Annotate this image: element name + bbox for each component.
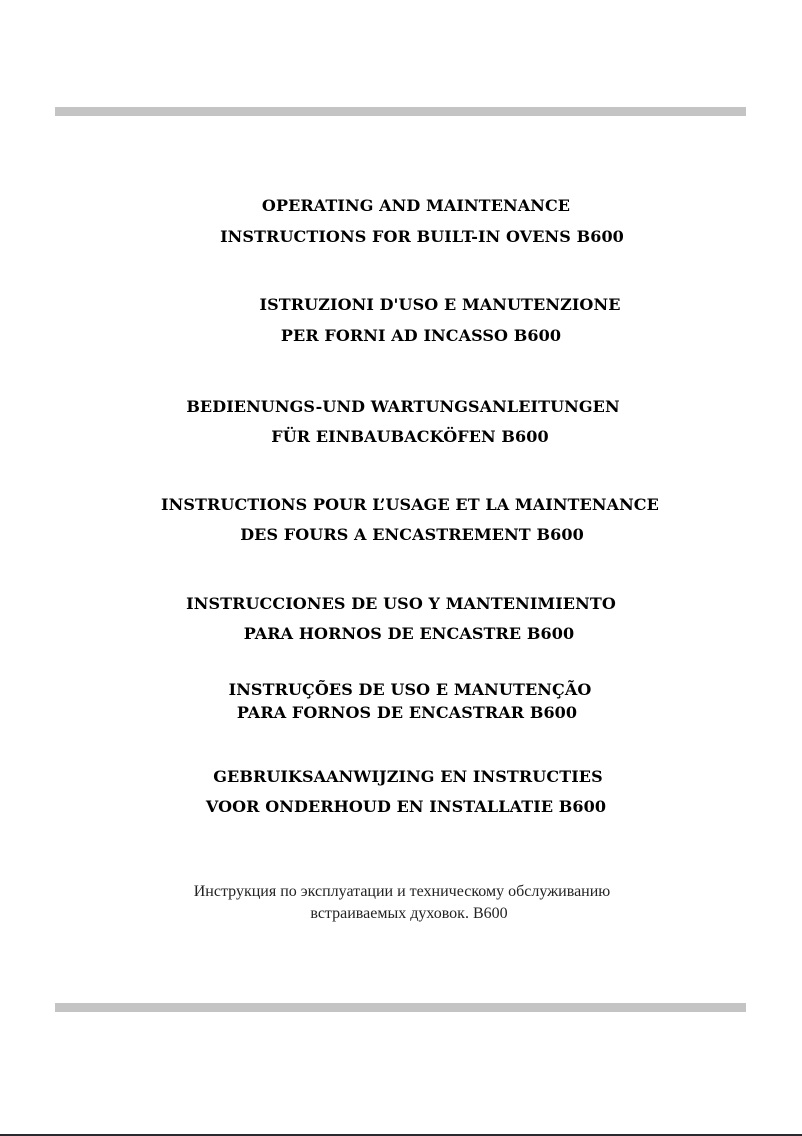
bottom-divider-bar <box>55 1003 746 1012</box>
title-ru-line1: Инструкция по эксплуатации и техническому обслуживанию <box>193 883 611 900</box>
title-fr-line1: INSTRUCTIONS POUR L’USAGE ET LA MAINTENANCE <box>161 495 659 514</box>
top-divider-bar <box>55 107 746 116</box>
title-en-line1: OPERATING AND MAINTENANCE <box>261 196 571 215</box>
title-pt-line1: INSTRUÇÕES DE USO E MANUTENÇÃO <box>228 680 592 699</box>
title-es-line2: PARA HORNOS DE ENCASTRE B600 <box>243 624 575 643</box>
title-nl-line2: VOOR ONDERHOUD EN INSTALLATIE B600 <box>205 797 607 816</box>
title-it-line2: PER FORNI AD INCASSO B600 <box>280 326 562 345</box>
title-de-line1: BEDIENUNGS-UND WARTUNGSANLEITUNGEN <box>186 397 620 416</box>
title-en-line2: INSTRUCTIONS FOR BUILT-IN OVENS B600 <box>220 227 624 246</box>
title-fr-line2: DES FOURS A ENCASTREMENT B600 <box>240 525 584 544</box>
title-pt-line2: PARA FORNOS DE ENCASTRAR B600 <box>236 703 578 722</box>
title-nl-line1: GEBRUIKSAANWIJZING EN INSTRUCTIES <box>213 767 603 786</box>
title-es-line1: INSTRUCCIONES DE USO Y MANTENIMIENTO <box>186 594 616 613</box>
title-it-line1: ISTRUZIONI D'USO E MANUTENZIONE <box>259 295 621 314</box>
title-de-line2: FÜR EINBAUBACKÖFEN B600 <box>271 427 549 446</box>
title-ru-line2: встраиваемых духовок. B600 <box>310 905 508 922</box>
